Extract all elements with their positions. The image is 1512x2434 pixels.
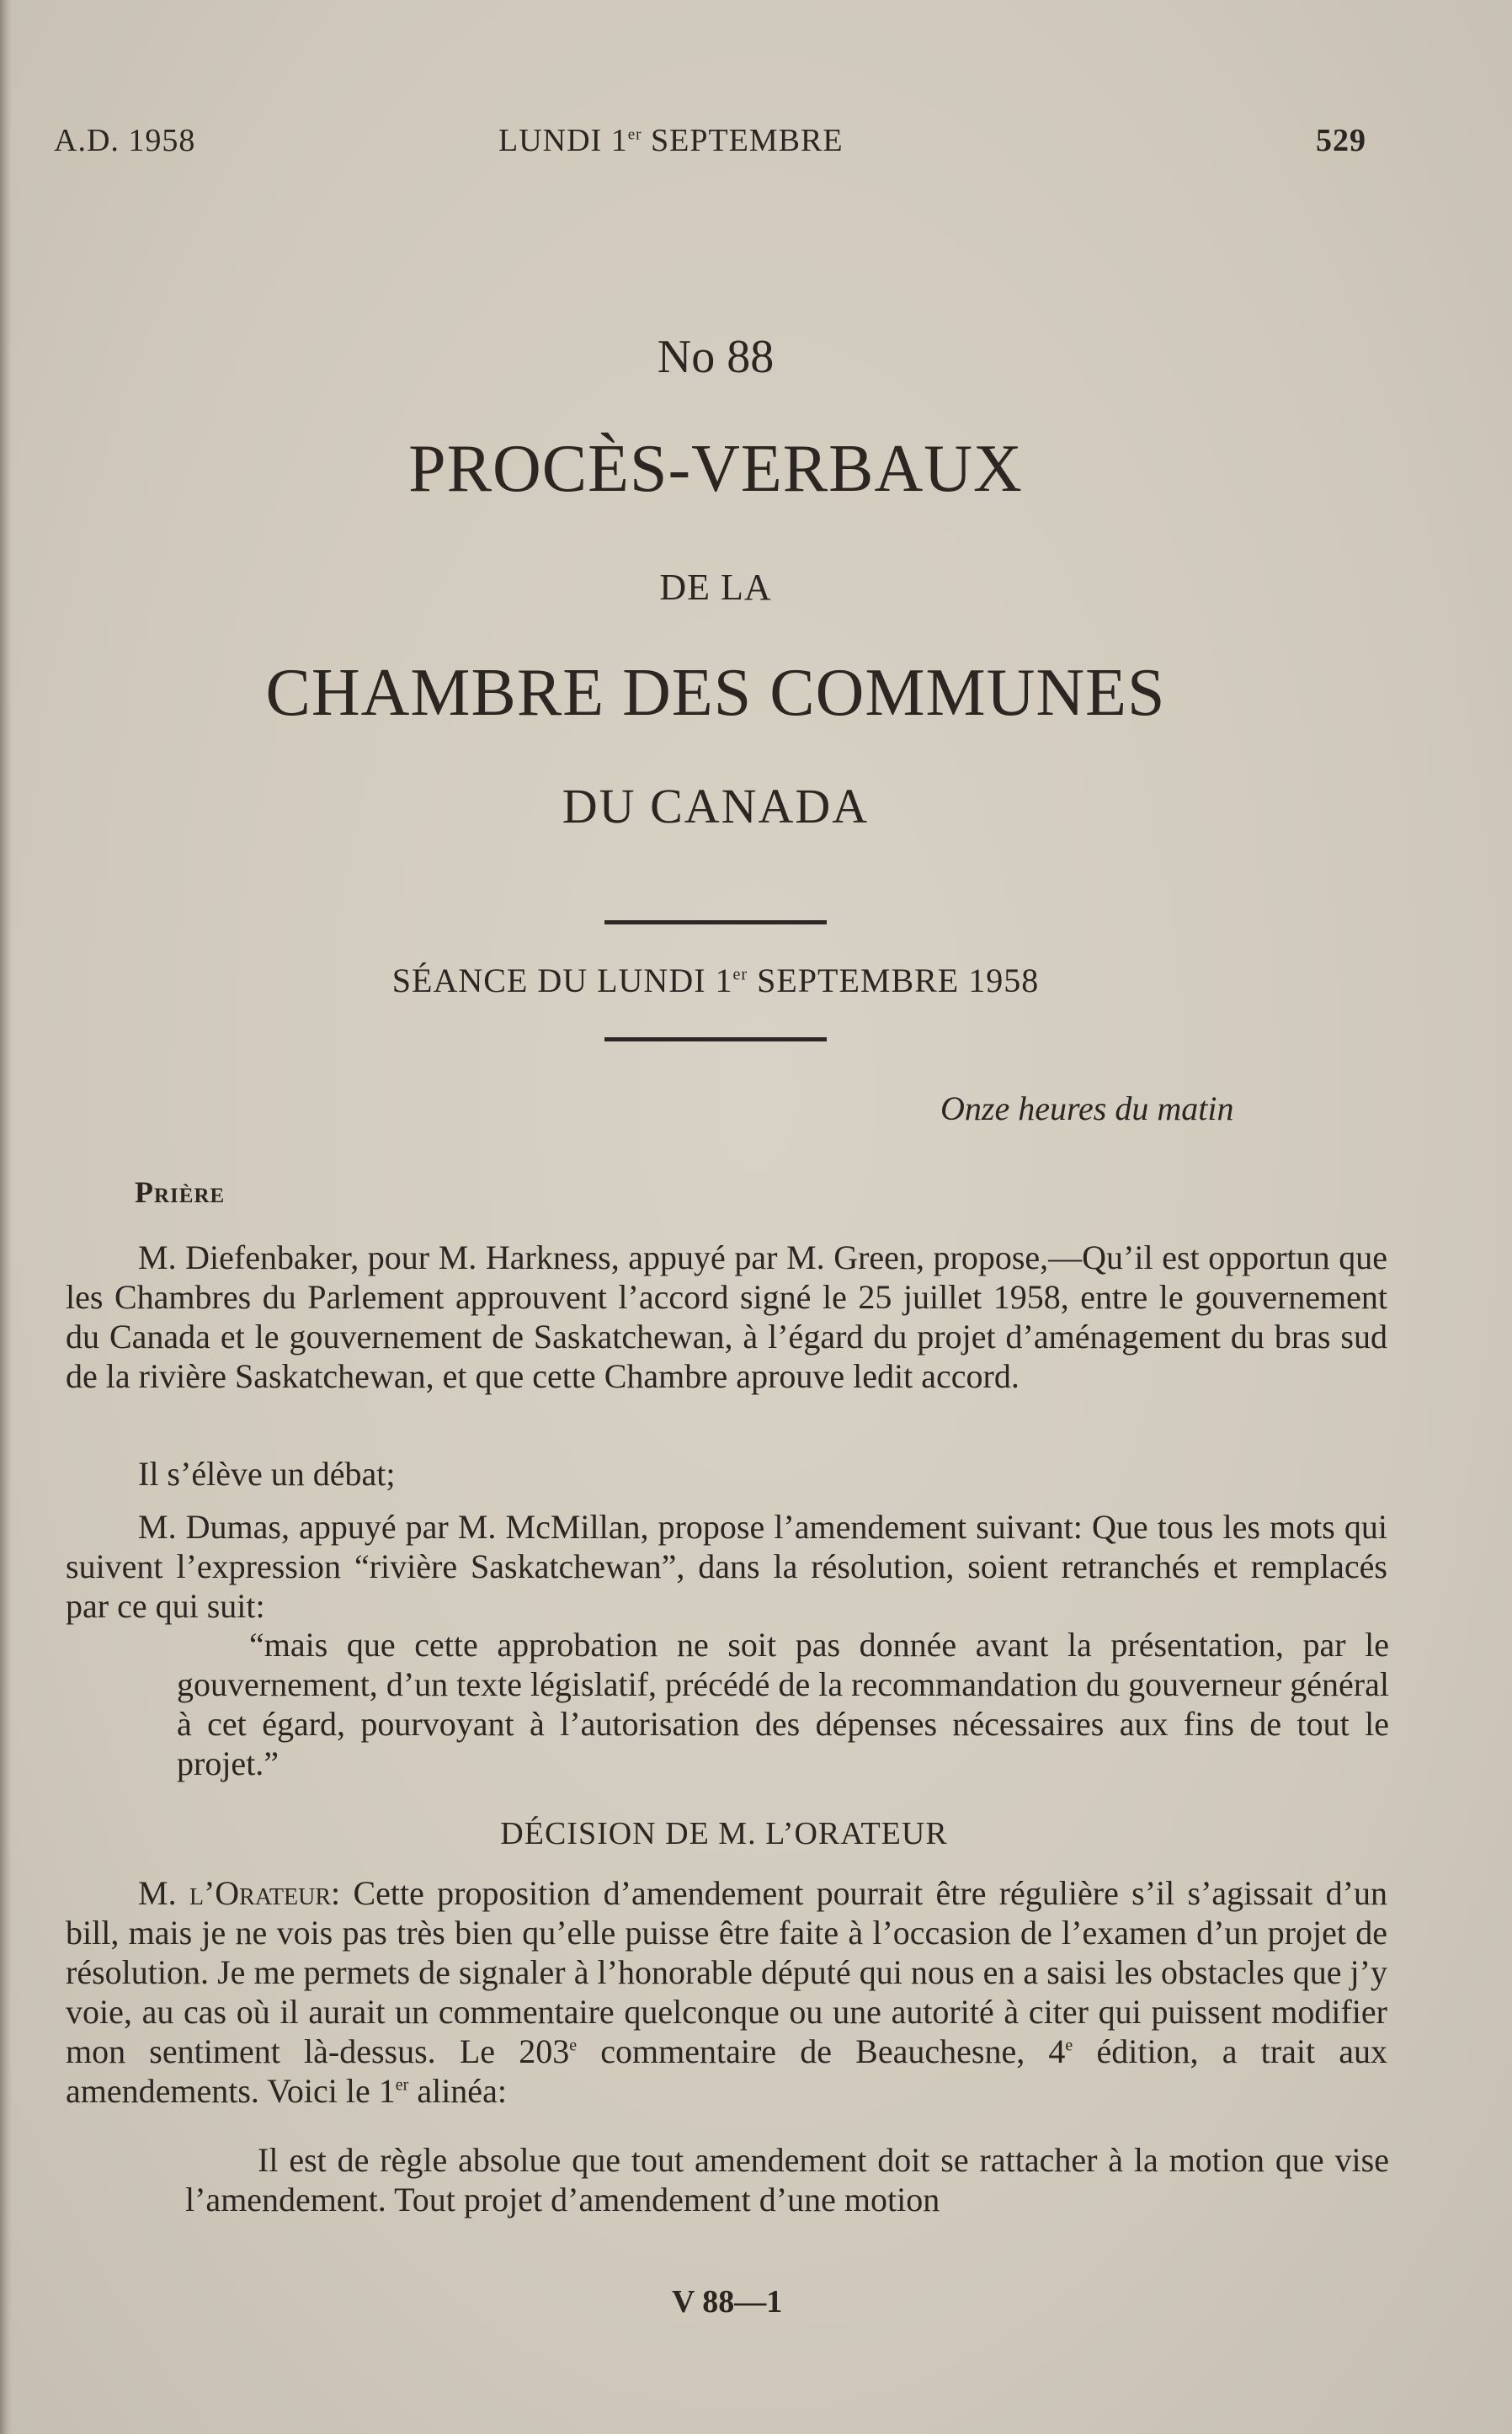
ruling-sup-3: er: [395, 2075, 409, 2095]
running-head-year: A.D. 1958: [54, 123, 196, 158]
ruling-text-b: commentaire de Beauchesne, 4: [577, 2032, 1066, 2070]
divider-rule: [604, 920, 827, 924]
session-heading: [0, 961, 1431, 1000]
session-heading-main: SÉANCE DU LUNDI 1: [391, 961, 733, 999]
running-head-date-sup: er: [627, 125, 642, 144]
decision-heading: DÉCISION DE M. L’ORATEUR: [500, 1816, 948, 1851]
quote-beauchesne: Il est de règle absolue que tout amendement doit se rattacher à la motion que vise l’amendement. Tout projet d’amendement d’une motion: [185, 2141, 1389, 2218]
running-head-date-main: LUNDI 1: [498, 123, 628, 158]
quote-amendment: “mais que cette approbation ne soit pas donnée avant la présentation, par le gouvernement, d’un texte législatif, précédé de la recommandation du gouverneur général à cet égard, pourvoyant à l’autorisation des dépenses nécessaires aux fins de tout le projet.”: [177, 1626, 1389, 1782]
title-canada: DU CANADA: [562, 779, 870, 834]
ruling-text-d: alinéa:: [408, 2072, 507, 2110]
paragraph-motion: M. Diefenbaker, pour M. Harkness, appuyé par M. Green, propose,—Qu’il est opportun que les Chambres du Parlement approuvent l’accord signé le 25 juillet 1958, entre le gouvernement du Canada et le gouvernement de Saskatchewan, à l’égard du projet d’aménagement du bras sud de la rivière Saskatchewan, et que cette Chambre aprouve ledit accord.: [66, 1238, 1387, 1395]
section-priere: Prière: [135, 1175, 226, 1209]
session-time: Onze heures du matin: [940, 1089, 1234, 1127]
page-number: 529: [1316, 123, 1366, 158]
title-chambre: CHAMBRE DES COMMUNES: [265, 656, 1166, 730]
paragraph-debate: Il s’élève un débat;: [138, 1455, 396, 1493]
session-heading-date: SEPTEMBRE 1958: [748, 961, 1040, 999]
speaker-name: M. l’Orateur:: [138, 1874, 341, 1912]
session-heading-sup: er: [732, 965, 748, 984]
signature-mark: V 88—1: [672, 2284, 783, 2319]
ruling-text-c: édition, a trait aux amendements. Voici le 1: [66, 2032, 1388, 2110]
running-head-date: [498, 122, 844, 159]
running-head-date-month: SEPTEMBRE: [642, 123, 844, 158]
ruling-text-a: Cette proposition d’amendement pourrait être régulière s’il s’agissait d’un bill, mais je ne vois pas très bien qu’elle puisse être faite à l’occasion de l’examen d’un projet de résolution. Je me permets de signaler à l’honorable député qui nous en a saisi les obstacles que j’y voie, au cas où il aurait un commentaire quelconque ou une autorité à citer qui puissent modifier mon sentiment là-dessus. Le 203: [66, 1874, 1387, 2070]
title-de-la: DE LA: [659, 567, 772, 608]
ruling-sup-1: e: [569, 2036, 578, 2055]
title-proces-verbaux: PROCÈS-VERBAUX: [408, 432, 1023, 506]
issue-number: No 88: [657, 331, 775, 383]
ruling-sup-2: e: [1065, 2036, 1073, 2055]
divider-rule: [604, 1037, 827, 1041]
paragraph-speaker-ruling: [66, 1873, 1387, 2111]
paragraph-amendment: M. Dumas, appuyé par M. McMillan, propose l’amendement suivant: Que tous les mots qui suivent l’expression “rivière Saskatchewan”, dans la résolution, soient retranchés et remplacés par ce qui suit:: [66, 1508, 1387, 1625]
